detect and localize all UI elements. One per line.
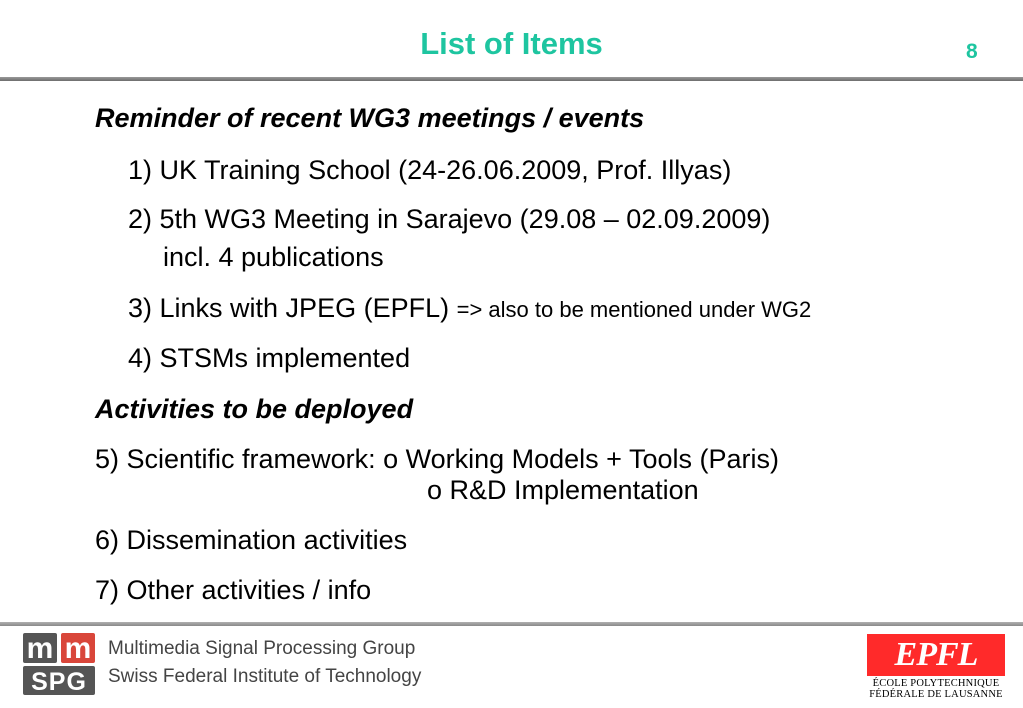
epfl-logo-subtitle-2: FÉDÉRALE DE LAUSANNE xyxy=(869,689,1003,700)
epfl-logo xyxy=(867,634,1005,700)
svg-text:m: m xyxy=(26,632,54,665)
list-item-4: 4) STSMs implemented xyxy=(128,343,411,373)
list-item-1: 1) UK Training School (24-26.06.2009, Prof. Illyas) xyxy=(128,155,732,185)
epfl-logo-mark xyxy=(867,634,1005,676)
footer-institute-name: Swiss Federal Institute of Technology xyxy=(108,666,422,687)
list-item-5: 5) Scientific framework: o Working Models + Tools (Paris) xyxy=(95,444,779,474)
section-heading-activities: Activities to be deployed xyxy=(95,394,414,424)
slide-title: List of Items xyxy=(420,26,603,61)
list-item-2-continuation: incl. 4 publications xyxy=(163,242,384,272)
epfl-logo-text: EPFL xyxy=(894,636,978,673)
bottom-divider xyxy=(0,622,1023,626)
list-item-6: 6) Dissemination activities xyxy=(95,525,408,555)
list-item-3 xyxy=(128,295,811,322)
footer-group-name: Multimedia Signal Processing Group xyxy=(108,638,416,659)
list-item-5-continuation: o R&D Implementation xyxy=(427,475,699,505)
epfl-logo-subtitle-1: ÉCOLE POLYTECHNIQUE xyxy=(872,678,1000,689)
section-heading-reminder: Reminder of recent WG3 meetings / events xyxy=(95,103,645,133)
list-item-3-note: => also to be mentioned under WG2 xyxy=(456,297,812,322)
list-item-7: 7) Other activities / info xyxy=(95,575,372,605)
page-number: 8 xyxy=(966,40,978,63)
svg-text:SPG: SPG xyxy=(31,668,87,696)
top-divider xyxy=(0,77,1023,81)
svg-text:m: m xyxy=(64,632,92,665)
list-item-3-text: 3) Links with JPEG (EPFL) xyxy=(128,293,457,323)
mmspg-logo xyxy=(21,631,97,697)
list-item-2: 2) 5th WG3 Meeting in Sarajevo (29.08 – 02.09.2009) xyxy=(128,204,771,234)
